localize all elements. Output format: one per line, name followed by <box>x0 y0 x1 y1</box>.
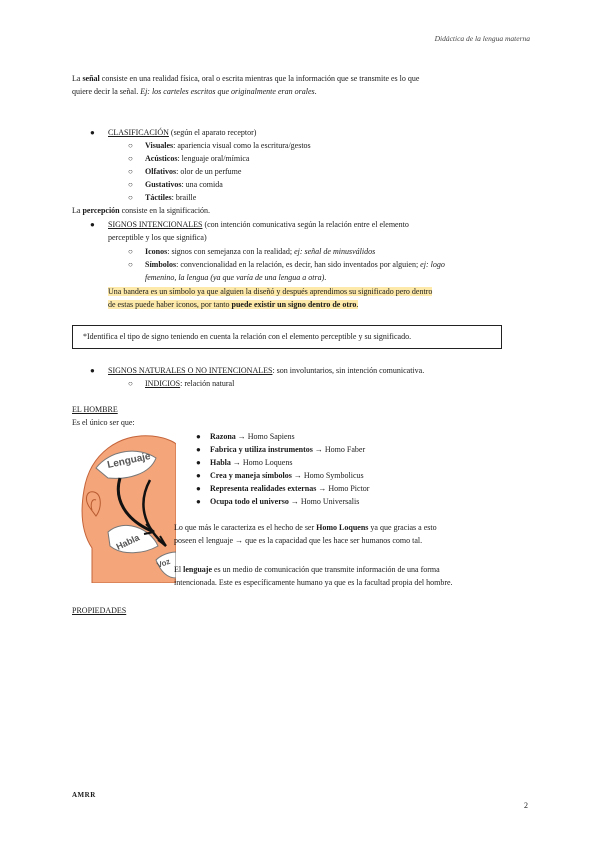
clasificacion-item: Táctiles: braille <box>145 193 197 202</box>
bullet-icon: ● <box>90 128 95 137</box>
hombre-item: Razona → Homo Sapiens <box>210 432 295 441</box>
simbolos-item: Símbolos: convencionalidad en la relación, es decir, han sido inventados por alguien; ej: logo femenino, la lengua (ya que varía de una lengua a otra). <box>145 260 445 282</box>
habla-label: Habla <box>114 532 142 552</box>
bullet-icon: ● <box>90 220 95 229</box>
circle-bullet-icon: ○ <box>128 154 133 163</box>
bullet-icon: ● <box>90 366 95 375</box>
lenguaje-label: Lenguaje <box>106 451 152 471</box>
head-illustration <box>80 428 176 583</box>
hombre-title: EL HOMBRE <box>72 405 118 414</box>
indicios-item: INDICIOS: relación natural <box>145 379 235 388</box>
hombre-intro: Es el único ser que: <box>72 418 135 427</box>
hombre-item: Representa realidades externas → Homo Pictor <box>210 484 370 493</box>
propiedades-title: PROPIEDADES <box>72 606 127 615</box>
iconos-item: Iconos: signos con semejanza con la realidad; ej: señal de minusválidos <box>145 247 376 256</box>
clasificacion-item: Gustativos: una comida <box>145 180 223 189</box>
bullet-icon: ● <box>196 471 201 480</box>
naturales-heading: SIGNOS NATURALES O NO INTENCIONALES: son involuntarios, sin intención comunicativa. <box>108 366 425 375</box>
page-number: 2 <box>524 801 528 810</box>
bullet-icon: ● <box>196 432 201 441</box>
exercise-box: *Identifica el tipo de signo teniendo en cuenta la relación con el elemento perceptible y su significado. <box>72 325 502 349</box>
clasificacion-item: Olfativos: olor de un perfume <box>145 167 242 176</box>
hombre-item: Fabrica y utiliza instrumentos → Homo Faber <box>210 445 366 454</box>
circle-bullet-icon: ○ <box>128 260 133 269</box>
clasificacion-item: Visuales: apariencia visual como la escritura/gestos <box>145 141 311 150</box>
running-header: Didáctica de la lengua materna <box>434 34 530 43</box>
bullet-icon: ● <box>196 445 201 454</box>
hombre-item: Habla → Homo Loquens <box>210 458 293 467</box>
hombre-item: Crea y maneja símbolos → Homo Symbolicus <box>210 471 364 480</box>
circle-bullet-icon: ○ <box>128 247 133 256</box>
circle-bullet-icon: ○ <box>128 167 133 176</box>
clasificacion-item: Acústicos: lenguaje oral/mímica <box>145 154 250 163</box>
bullet-icon: ● <box>196 484 201 493</box>
term-senal: señal <box>82 74 100 83</box>
bullet-icon: ● <box>196 497 201 506</box>
bandera-highlight: Una bandera es un símbolo ya que alguien la diseñó y después aprendimos su significado pero dentro de estas puede haber iconos, por tanto puede existir un signo dentro de otro. <box>108 287 433 309</box>
percepcion-line: La percepción consiste en la significación. <box>72 206 211 215</box>
example-text: Ej: los carteles escritos que originalmente eran orales <box>140 87 315 96</box>
homo-loquens-paragraph: Lo que más le caracteriza es el hecho de ser Homo Loquens ya que gracias a esto poseen el lenguaje → que es la capacidad que les hace ser humanos como tal. <box>174 523 437 545</box>
circle-bullet-icon: ○ <box>128 180 133 189</box>
hombre-item: Ocupa todo el universo → Homo Universalis <box>210 497 360 506</box>
voz-label: Voz <box>155 556 172 570</box>
bullet-icon: ● <box>196 458 201 467</box>
intencionales-heading: SIGNOS INTENCIONALES (con intención comunicativa según la relación entre el elemento perceptible y los que significa) <box>108 220 409 242</box>
intro-paragraph: La señal consiste en una realidad física, oral o escrita mientras que la información que se transmite es lo que quiere decir la señal. Ej: los carteles escritos que originalmente eran orales. <box>72 74 420 96</box>
lenguaje-paragraph: El lenguaje es un medio de comunicación que transmite información de una forma intencionada. Este es específicamente humano ya que es la facultad propia del hombre. <box>174 565 453 587</box>
circle-bullet-icon: ○ <box>128 379 133 388</box>
author-footer: AMRR <box>72 791 96 799</box>
clasificacion-heading: CLASIFICACIÓN (según el aparato receptor) <box>108 128 257 137</box>
head-drawing <box>80 428 176 583</box>
circle-bullet-icon: ○ <box>128 193 133 202</box>
circle-bullet-icon: ○ <box>128 141 133 150</box>
